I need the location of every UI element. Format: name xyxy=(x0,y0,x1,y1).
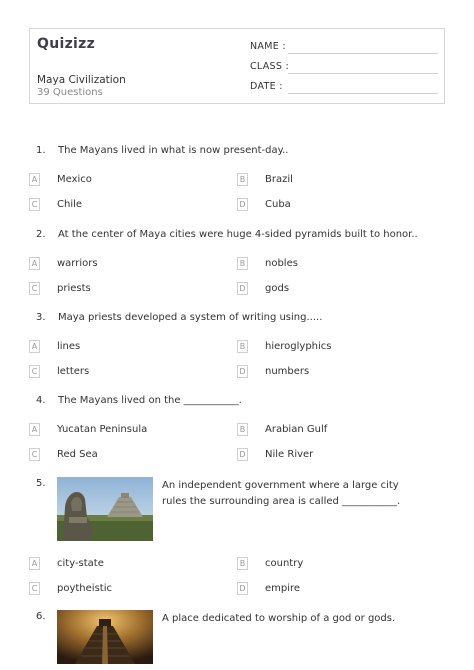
worksheet-title: Maya Civilization xyxy=(37,74,126,86)
option-letter-box: A xyxy=(29,173,40,186)
date-field[interactable] xyxy=(250,81,283,92)
option-text: Mexico xyxy=(57,174,92,185)
question-text: An independent government where a large city rules the surrounding area is called ___________. xyxy=(162,480,401,507)
question-number: 5. xyxy=(36,478,46,489)
option-text: hieroglyphics xyxy=(265,341,332,352)
option-letter-box: C xyxy=(29,198,40,211)
option-letter-box: B xyxy=(237,557,248,570)
name-label: NAME : xyxy=(250,41,286,52)
option-letter-box: A xyxy=(29,257,40,270)
option-letter-box: C xyxy=(29,582,40,595)
option-text: Nile River xyxy=(265,449,314,460)
option-text: Brazil xyxy=(265,174,293,185)
class-label: CLASS : xyxy=(250,61,290,72)
option-letter-box: A xyxy=(29,423,40,436)
temple-pyramid-image-art xyxy=(57,610,153,664)
option-text: Cuba xyxy=(265,199,291,210)
option-letter-box: B xyxy=(237,257,248,270)
quizizz-logo: Quizizz xyxy=(37,36,96,52)
question-number: 3. xyxy=(36,312,46,323)
option-text: gods xyxy=(265,283,290,294)
option-letter-box: A xyxy=(29,557,40,570)
option-text: priests xyxy=(57,283,91,294)
option-letter-box: D xyxy=(237,448,248,461)
question-number: 6. xyxy=(36,611,46,622)
question-number: 2. xyxy=(36,229,46,240)
question-text: Maya priests developed a system of writing using..... xyxy=(58,312,323,323)
question-text: The Mayans lived in what is now present-day.. xyxy=(58,145,289,156)
question-count: 39 Questions xyxy=(37,87,103,98)
option-letter-box: B xyxy=(237,340,248,353)
option-letter-box: B xyxy=(237,423,248,436)
option-text: Red Sea xyxy=(57,449,98,460)
option-text: Chile xyxy=(57,199,83,210)
name-field[interactable] xyxy=(250,41,286,52)
option-letter-box: D xyxy=(237,365,248,378)
option-letter-box: D xyxy=(237,582,248,595)
option-letter-box: C xyxy=(29,365,40,378)
question-number: 1. xyxy=(36,145,46,156)
option-text: poytheistic xyxy=(57,583,112,594)
option-letter-box: D xyxy=(237,282,248,295)
option-text: letters xyxy=(57,366,90,377)
date-label: DATE : xyxy=(250,81,283,92)
question-number: 4. xyxy=(36,395,46,406)
option-letter-box: C xyxy=(29,282,40,295)
worksheet-header xyxy=(29,28,445,104)
option-text: empire xyxy=(265,583,301,594)
name-line xyxy=(288,53,438,54)
option-letter-box: D xyxy=(237,198,248,211)
option-text: lines xyxy=(57,341,81,352)
temple-pyramid-image xyxy=(57,610,153,664)
option-letter-box: A xyxy=(29,340,40,353)
option-text: nobles xyxy=(265,258,298,269)
question-text: The Mayans lived on the ___________. xyxy=(58,395,242,406)
option-letter-box: C xyxy=(29,448,40,461)
question-text: A place dedicated to worship of a god or gods. xyxy=(162,613,396,624)
date-line xyxy=(288,93,438,94)
maya-ruins-image xyxy=(57,477,153,541)
option-text: Yucatan Peninsula xyxy=(57,424,148,435)
maya-ruins-image-art xyxy=(57,477,153,541)
class-field[interactable] xyxy=(250,61,289,72)
option-text: warriors xyxy=(57,258,98,269)
option-text: city-state xyxy=(57,558,104,569)
option-text: Arabian Gulf xyxy=(265,424,328,435)
option-text: country xyxy=(265,558,304,569)
option-text: numbers xyxy=(265,366,310,377)
option-letter-box: B xyxy=(237,173,248,186)
question-text: At the center of Maya cities were huge 4-sided pyramids built to honor.. xyxy=(58,229,418,240)
class-line xyxy=(288,73,438,74)
